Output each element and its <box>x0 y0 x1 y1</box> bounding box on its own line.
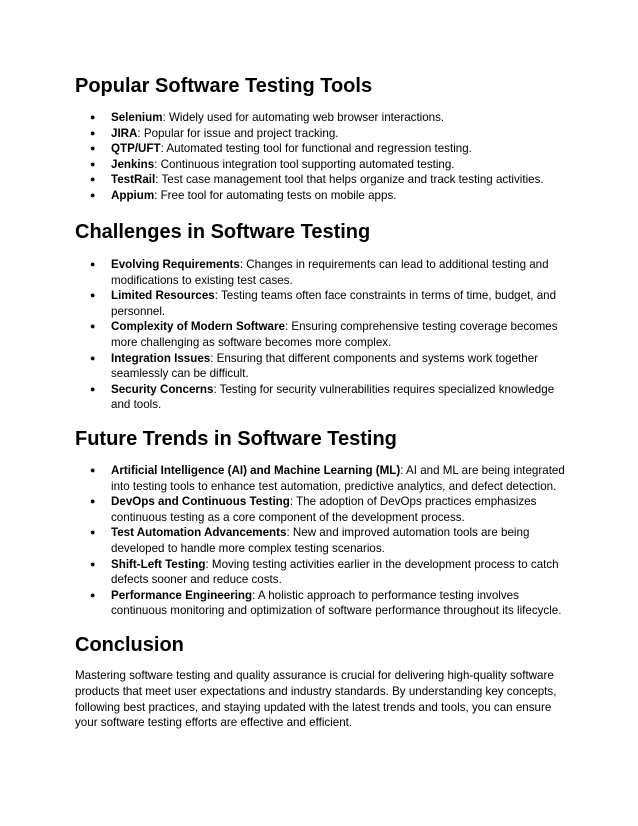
list-item <box>90 288 570 319</box>
bullet-icon: ● <box>90 465 96 475</box>
list-item-desc: : Test case management tool that helps organize and track testing activities. <box>155 173 544 187</box>
bullet-icon: ● <box>90 143 96 154</box>
bullet-icon: ● <box>90 290 96 301</box>
list-item <box>90 382 570 413</box>
list-item-desc: : Moving testing activities earlier in the development process to catch defects sooner and reduce costs. <box>111 557 559 587</box>
bullet-icon: ● <box>90 496 96 507</box>
list-item-desc: : The adoption of DevOps practices emphasizes continuous testing as a core component of the development process. <box>111 495 537 524</box>
list-item <box>90 525 570 556</box>
trends-list <box>90 463 570 619</box>
list-item-term: Limited Resources <box>111 289 215 303</box>
bullet-icon: ● <box>90 383 96 394</box>
list-item-term: JIRA <box>111 126 138 140</box>
bullet-icon: ● <box>90 527 96 538</box>
list-item <box>90 494 570 525</box>
list-item <box>90 141 570 157</box>
list-item-term: Integration Issues <box>111 351 211 365</box>
list-item-term: Jenkins <box>111 157 155 171</box>
list-item <box>90 172 570 188</box>
heading-conclusion: Conclusion <box>75 634 184 656</box>
list-item <box>90 110 570 126</box>
list-item-term: Test Automation Advancements <box>111 526 287 540</box>
list-item-term: Evolving Requirements <box>111 258 240 271</box>
list-item-desc: : Changes in requirements can lead to additional testing and modifications to existing test cases. <box>111 258 549 287</box>
list-item-desc: : A holistic approach to performance testing involves continuous monitoring and optimization of software performance throughout its lifecycle. <box>111 588 562 618</box>
list-item <box>90 188 570 204</box>
list-item-term: Selenium <box>111 111 163 124</box>
list-item-term: QTP/UFT <box>111 142 161 156</box>
list-item-term: Shift-Left Testing <box>111 557 206 571</box>
bullet-icon: ● <box>90 352 96 363</box>
heading-popular-tools: Popular Software Testing Tools <box>75 75 373 97</box>
bullet-icon: ● <box>90 127 96 138</box>
list-item-desc: : Automated testing tool for functional and regression testing. <box>160 142 472 156</box>
list-item-term: DevOps and Continuous Testing <box>111 495 290 509</box>
list-item-term: Complexity of Modern Software <box>111 320 285 334</box>
bullet-icon: ● <box>90 321 96 332</box>
heading-future-trends: Future Trends in Software Testing <box>75 428 397 450</box>
bullet-icon: ● <box>90 189 96 200</box>
list-item-term: Security Concerns <box>111 382 214 396</box>
conclusion-paragraph: Mastering software testing and quality assurance is crucial for delivering high-quality software products that meet user expectations and industry standards. By understanding key concepts, following best practices, and staying updated with the latest trends and tools, you can ensure your software testing efforts are effective and efficient. <box>75 669 557 730</box>
list-item-desc: : Popular for issue and project tracking. <box>137 126 339 140</box>
list-item-desc: : AI and ML are being integrated into testing tools to enhance test automation, predictive analytics, and defect detection. <box>111 464 565 493</box>
list-item-desc: : Testing teams often face constraints in terms of time, budget, and personnel. <box>111 289 557 318</box>
list-item-desc: : New and improved automation tools are being developed to handle more complex testing scenarios. <box>111 526 530 555</box>
list-item <box>90 557 570 588</box>
list-item-desc: : Ensuring comprehensive testing coverage becomes more challenging as software becomes more complex. <box>111 320 558 349</box>
list-item <box>90 157 570 173</box>
bullet-icon: ● <box>90 259 96 269</box>
list-item-term: Appium <box>111 188 155 202</box>
list-item-term: TestRail <box>111 173 156 187</box>
list-item-desc: : Testing for security vulnerabilities requires specialized knowledge and tools. <box>111 382 555 412</box>
list-item <box>90 319 570 350</box>
list-item-term: Artificial Intelligence (AI) and Machine Learning (ML) <box>111 464 401 477</box>
list-item <box>90 588 570 619</box>
bullet-icon: ● <box>90 589 96 600</box>
bullet-icon: ● <box>90 112 96 122</box>
list-item-desc: : Widely used for automating web browser interactions. <box>162 111 445 124</box>
list-item <box>90 463 570 494</box>
bullet-icon: ● <box>90 174 96 185</box>
list-item <box>90 257 570 288</box>
list-item-term: Performance Engineering <box>111 588 253 602</box>
heading-challenges: Challenges in Software Testing <box>75 221 371 243</box>
list-item-desc: : Ensuring that different components and systems work together seamlessly can be difficult. <box>111 351 539 381</box>
list-item <box>90 126 570 142</box>
bullet-icon: ● <box>90 558 96 569</box>
list-item-desc: : Continuous integration tool supporting automated testing. <box>154 157 455 171</box>
list-item-desc: : Free tool for automating tests on mobile apps. <box>154 188 397 202</box>
tools-list <box>90 110 570 204</box>
bullet-icon: ● <box>90 158 96 169</box>
list-item <box>90 351 570 382</box>
challenges-list <box>90 257 570 413</box>
